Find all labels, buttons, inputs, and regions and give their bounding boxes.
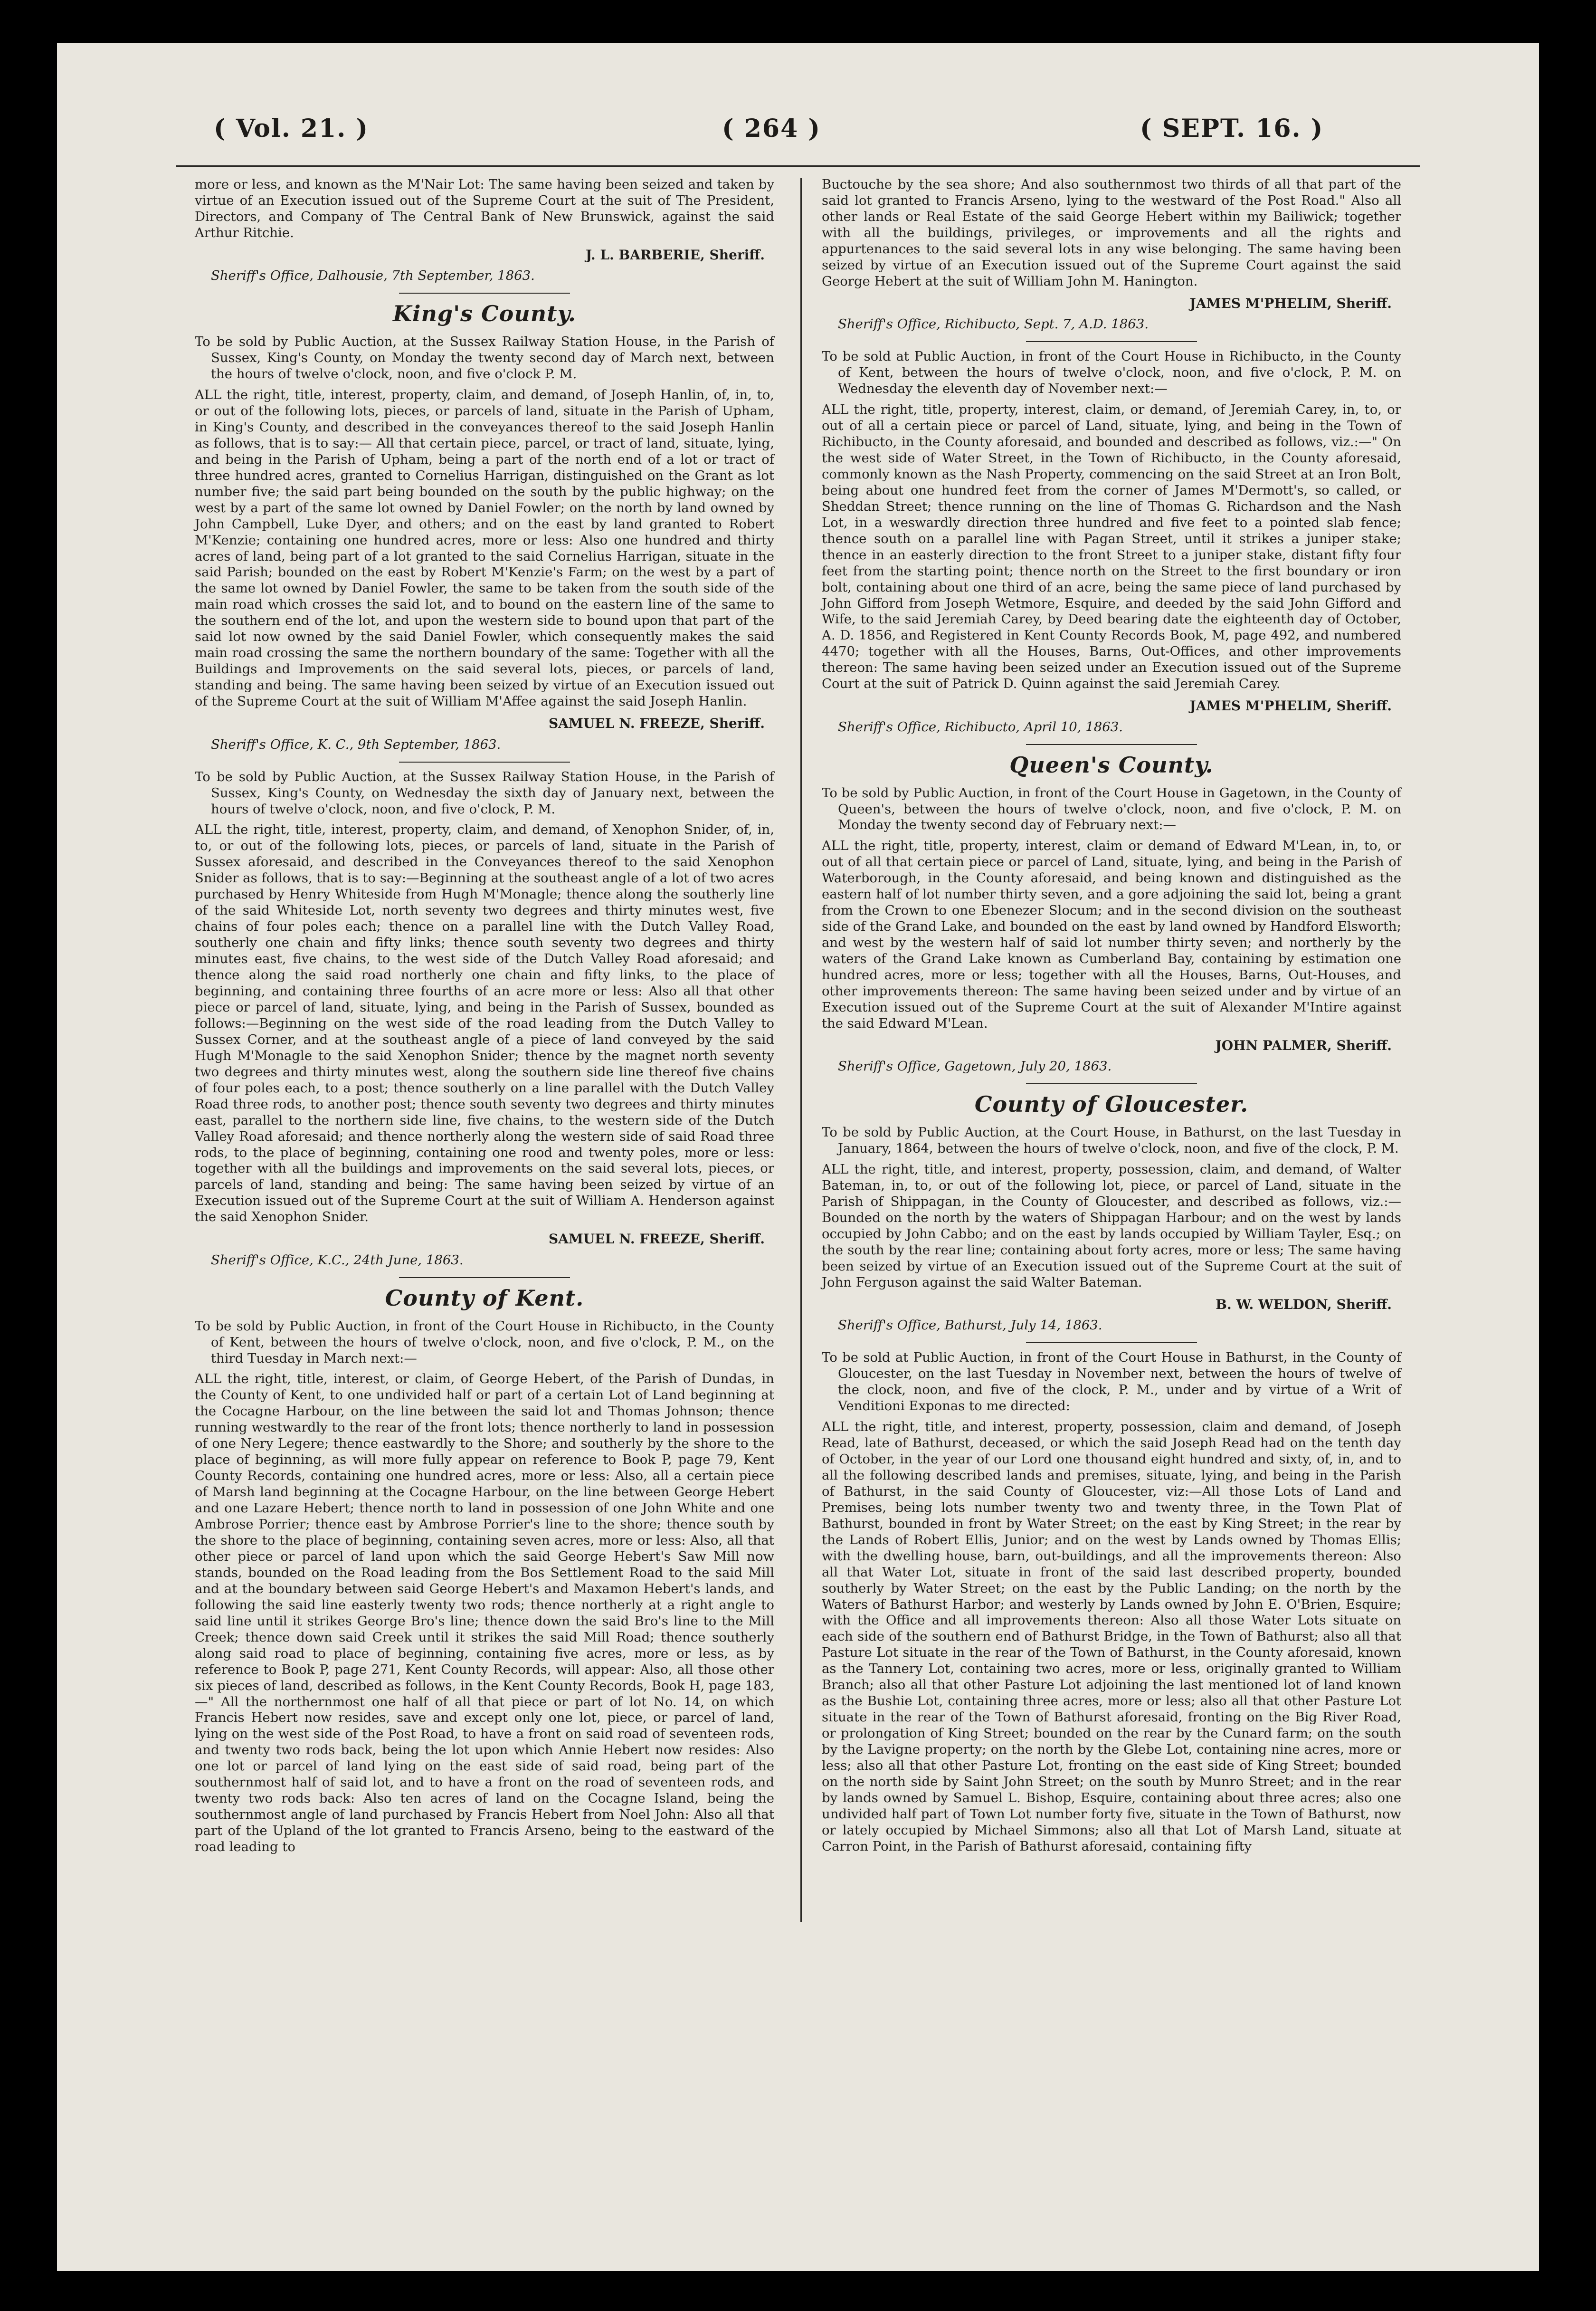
office-dateline: Sheriff's Office, K.C., 24th June, 1863.: [211, 1252, 464, 1268]
notice-intro: To be sold at Public Auction, in front of the Court House in Bathurst, in the County of Gloucester, on the last Tuesday in November next, between the hours of twelve of the clock, noon, and five of the clock, P. M., under and by virtue of a Writ of Venditioni Exponas to me directed:: [822, 1350, 1401, 1414]
left-column: [195, 177, 774, 1861]
header-rule: [176, 165, 1420, 167]
sheriff-signature: B. W. WELDON, Sheriff.: [1216, 1296, 1392, 1312]
newspaper-page: [57, 43, 1539, 2271]
notice-body: ALL the right, title, and interest, property, possession, claim and demand, of Joseph Read, late of Bathurst, deceased, or which the said Joseph Read had on the tenth day of October, in the year of our Lord one thousand eight hundred and sixty, of, in, and to all the following described lands and premises, situate, lying, and being in the Parish of Bathurst, in the said County of Gloucester, viz:—All those Lots of Land and Premises, being lots number twenty two and twenty three, in the Town Plat of Bathurst, bounded in front by Water Street; on the east by King Street; in the rear by the Lands of Robert Ellis, Junior; and on the west by Lands owned by Thomas Ellis; with the dwelling house, barn, out-buildings, and all the improvements thereon: Also all that Water Lot, situate in front of the said last described property, bounded southerly by Water Street; on the east by the Public Landing; on the north by the Waters of Bathurst Harbor; and westerly by Lands owned by John E. O'Brien, Esquire; with the Office and all improvements thereon: Also all those Water Lots situate on each side of the southern end of Bathurst Bridge, in the Town of Bathurst; also all that Pasture Lot situate in the rear of the Town of Bathurst, in the County aforesaid, known as the Tannery Lot, containing two acres, more or less, originally granted to William Branch; also all that other Pasture Lot adjoining the last mentioned lot of land known as the Bushie Lot, containing three acres, more or less; also all that other Pasture Lot situate in the rear of the Town of Bathurst aforesaid, fronting on the Big River Road, or prolongation of King Street; bounded on the rear by the Cunard farm; on the south by the Lavigne property; on the north by the Glebe Lot, containing nine acres, more or less; also all that other Pasture Lot, fronting on the east side of King Street; bounded on the north side by Saint John Street; on the south by Munro Street; and in the rear by lands owned by Samuel L. Bishop, Esquire, containing about three acres; also one undivided half part of Town Lot number forty five, situate in the Town of Bathurst, now or lately occupied by Michael Simmons; also all that Lot of Marsh Land, situate at Carron Point, in the Parish of Bathurst aforesaid, containing fifty: [822, 1419, 1401, 1854]
notice-rule: [399, 762, 570, 763]
sheriff-signature: JAMES M'PHELIM, Sheriff.: [1189, 698, 1392, 714]
section-rule: [1026, 1083, 1197, 1084]
office-dateline: Sheriff's Office, Richibucto, April 10, 1863.: [838, 719, 1123, 735]
column-divider: [800, 178, 802, 1922]
notice-body: ALL the right, title, property, interest, claim or demand of Edward M'Lean, in, to, or out of all that certain piece or parcel of Land, situate, lying, and being in the Parish of Waterborough, in the County aforesaid, and being known and distinguished as the eastern half of lot number thirty seven, and a gore adjoining the said lot, being a grant from the Crown to one Ebenezer Slocum; and in the second division on the southeast side of the Grand Lake, and bounded on the east by land owned by Handford Elsworth; and west by the western half of said lot number thirty seven; and northerly by the waters of the Grand Lake known as Cumberland Bay, containing by estimation one hundred acres, more or less; together with all the Houses, Barns, Out-Houses, and other improvements thereon: The same having been seized under and by virtue of an Execution issued out of the Supreme Court at the suit of Alexander M'Intire against the said Edward M'Lean.: [822, 838, 1401, 1031]
notice-intro: To be sold by Public Auction, in front of the Court House in Gagetown, in the County of Queen's, between the hours of twelve o'clock, noon, and five o'clock, P. M. on Monday the twenty second day of February next:—: [822, 785, 1401, 833]
notice-rule: [1026, 341, 1197, 342]
notice-body: ALL the right, title, and interest, property, possession, claim, and demand, of Walter Bateman, in, to, or out of the following lot, piece, or parcel of Land, situate in the Parish of Shippagan, in the County of Gloucester, and described as follows, viz.:—Bounded on the north by the waters of Shippagan Harbour; and on the west by lands occupied by John Cabbo; and on the east by lands occupied by William Tayler, Esq.; on the south by the rear line; containing about forty acres, more or less; The same having been seized by virtue of an Execution issued out of the Supreme Court at the suit of John Ferguson against the said Walter Bateman.: [822, 1162, 1401, 1290]
notice-rule: [1026, 1342, 1197, 1343]
right-column: [822, 177, 1401, 1861]
office-dateline: Sheriff's Office, Gagetown, July 20, 1863.: [838, 1059, 1112, 1074]
office-dateline: Sheriff's Office, Richibucto, Sept. 7, A.D. 1863.: [838, 316, 1149, 332]
volume-number: ( Vol. 21. ): [214, 114, 369, 143]
notice-body: ALL the right, title, interest, property, claim, and demand, of Joseph Hanlin, of, in, to, or out of the following lots, pieces, or parcels of land, situate in the Parish of Upham, in King's County, and described in the conveyances thereof to the said Joseph Hanlin as follows, that is to say:— All that certain piece, parcel, or tract of land, situate, lying, and being in the Parish of Upham, being a part of the north end of a lot or tract of three hundred acres, granted to Cornelius Harrigan, distinguished on the Grant as lot number five; the said part being bounded on the south by the public highway; on the west by a part of the same lot owned by Daniel Fowler; on the north by land owned by John Campbell, Luke Dyer, and others; and on the east by land granted to Robert M'Kenzie; containing one hundred acres, more or less: Also one hundred and thirty acres of land, being part of a lot granted to the said Cornelius Harrigan, situate in the said Parish; bounded on the east by Robert M'Kenzie's Farm; on the west by a part of the same lot owned by Daniel Fowler, the same to be taken from the south side of the main road which crosses the said lot, and to bound on the eastern line of the same to the southern end of the lot, and upon the western side to bound upon that part of the said lot now owned by the said Daniel Fowler, which consequently makes the said main road crossing the same the northern boundary of the same: Together with all the Buildings and Improvements on the said several lots, pieces, or parcels of land, standing and being. The same having been seized by virtue of an Execution issued out of the Supreme Court at the suit of William M'Affee against the said Joseph Hanlin.: [195, 387, 774, 709]
notice-intro: To be sold by Public Auction, in front of the Court House in Richibucto, in the County of Kent, between the hours of twelve o'clock, noon, and five o'clock, P. M., on the third Tuesday in March next:—: [195, 1318, 774, 1366]
sheriff-signature: JAMES M'PHELIM, Sheriff.: [1189, 295, 1392, 311]
sheriff-signature: JOHN PALMER, Sheriff.: [1215, 1037, 1392, 1053]
issue-date: ( SEPT. 16. ): [1140, 114, 1324, 143]
section-heading-queens-county: Queen's County.: [1009, 752, 1214, 778]
notice-body: Buctouche by the sea shore; And also southernmost two thirds of all that part of the said lot granted to Francis Arseno, lying to the westward of the Post Road." Also all other lands or Real Estate of the said George Hebert within my Bailiwick; together with all the buildings, privileges, or improvements and all the rights and appurtenances to the said several lots in any wise belonging. The same having been seized by virtue of an Execution issued out of the Supreme Court against the said George Hebert at the suit of William John M. Hanington.: [822, 177, 1401, 289]
notice-intro: To be sold by Public Auction, at the Sussex Railway Station House, in the Parish of Sussex, King's County, on Monday the twenty second day of March next, between the hours of twelve o'clock, noon, and five o'clock P. M.: [195, 334, 774, 382]
office-dateline: Sheriff's Office, Dalhousie, 7th September, 1863.: [211, 268, 535, 284]
office-dateline: Sheriff's Office, Bathurst, July 14, 1863.: [838, 1318, 1102, 1333]
notice-intro: To be sold by Public Auction, at the Court House, in Bathurst, on the last Tuesday in January, 1864, between the hours of twelve o'clock, noon, and five of the clock, P. M.: [822, 1125, 1401, 1156]
section-heading-county-of-gloucester: County of Gloucester.: [974, 1091, 1249, 1117]
notice-body: ALL the right, title, interest, property, claim, and demand, of Xenophon Snider, of, in, to, or out of the following lots, pieces, or parcels of land, situate in the Parish of Sussex aforesaid, and described in the Conveyances thereof to the said Xenophon Snider as follows, that is to say:—Beginning at the southeast angle of a lot of two acres purchased by Henry Whiteside from Hugh M'Monagle; thence along the southerly line of the said Whiteside Lot, north seventy two degrees and thirty minutes west, five chains of four poles each; thence on a parallel line with the Dutch Valley Road, southerly one chain and fifty links; thence south seventy two degrees and thirty minutes east, five chains, to the west side of the Dutch Valley Road aforesaid; and thence along the said road northerly one chain and fifty links, to the place of beginning, and containing three fourths of an acre more or less: Also all that other piece or parcel of land, situate, lying, and being in the Parish of Sussex, bounded as follows:—Beginning on the west side of the road leading from the Dutch Valley to Sussex Corner, and at the southeast angle of a piece of land conveyed by the said Hugh M'Monagle to the said Xenophon Snider; thence by the magnet north seventy two degrees and thirty minutes west, along the southern side line thereof five chains of four poles each, to a post; thence southerly on a line parallel with the Dutch Valley Road three rods, to another post; thence south seventy two degrees and thirty minutes east, parallel to the northern side line, five chains, to the western side of the Dutch Valley Road aforesaid; and thence northerly along the western side of said Road three rods, to the place of beginning, containing one rood and twenty poles, more or less: together with all the buildings and improvements on the said several lots, pieces, or parcels of land, standing and being: The same having been seized by virtue of an Execution issued out of the Supreme Court at the suit of William A. Henderson against the said Xenophon Snider.: [195, 822, 774, 1225]
section-rule: [399, 1277, 570, 1278]
section-rule: [1026, 744, 1197, 745]
section-heading-county-of-kent: County of Kent.: [385, 1285, 584, 1311]
notice-body: ALL the right, title, interest, or claim, of George Hebert, of the Parish of Dundas, in the County of Kent, to one undivided half or part of a certain Lot of Land beginning at the Cocagne Harbour, on the line between the said lot and Thomas Johnson; thence running westwardly to the rear of the front lots; thence northerly to land in possession of one Nery Legere; thence eastwardly to the Shore; and southerly by the shore to the place of beginning, as will more fully appear on reference to Book P, page 79, Kent County Records, containing one hundred acres, more or less: Also, all a certain piece of Marsh land beginning at the Cocagne Harbour, on the line between George Hebert and one Lazare Hebert; thence north to land in possession of one John White and one Ambrose Porrier; thence east by Ambrose Porrier's line to the shore; thence south by the shore to the place of beginning, containing seven acres, more or less: Also, all that other piece or parcel of land upon which the said George Hebert's Saw Mill now stands, bounded on the Road leading from the Bos Settlement Road to the said Mill and at the boundary between said George Hebert's and Maxamon Hebert's lands, and following the said line easterly twenty two rods; thence northerly at a right angle to said line until it strikes George Bro's line; thence down the said Bro's line to the Mill Creek; thence down said Creek until it strikes the said Mill Road; thence southerly along said road to place of beginning, containing five acres, more or less, as by reference to Book P, page 271, Kent County Records, will appear: Also, all those other six pieces of land, described as follows, in the Kent County Records, Book H, page 183,—" All the northernmost one half of all that piece or part of lot No. 14, on which Francis Hebert now resides, save and except only one lot, piece, or parcel of land, lying on the west side of the Post Road, to have a front on said road of seventeen rods, and twenty two rods back, being the lot upon which Annie Hebert now resides: Also one lot or parcel of land lying on the east side of said road, being part of the southernmost half of said lot, and to have a front on the road of seventeen rods, and twenty two rods back: Also ten acres of land on the Cocagne Island, being the southernmost angle of land purchased by Francis Hebert from Noel John: Also all that part of the Upland of the lot granted to Francis Arseno, being to the eastward of the road leading to: [195, 1371, 774, 1855]
office-dateline: Sheriff's Office, K. C., 9th September, 1863.: [211, 736, 501, 752]
notice-intro: To be sold at Public Auction, in front of the Court House in Richibucto, in the County of Kent, between the hours of twelve o'clock, noon, and five o'clock, P. M. on Wednesday the eleventh day of November next:—: [822, 349, 1401, 397]
notice-body: more or less, and known as the M'Nair Lot: The same having been seized and taken by virtue of an Execution issued out of the Supreme Court at the suit of The President, Directors, and Company of The Central Bank of New Brunswick, against the said Arthur Ritchie.: [195, 177, 774, 240]
notice-body: ALL the right, title, property, interest, claim, or demand, of Jeremiah Carey, in, to, or out of all a certain piece or parcel of Land, situate, lying, and being in the Town of Richibucto, in the County aforesaid, and bounded and described as follows, viz.:—" On the west side of Water Street, in the Town of Richibucto, in the County aforesaid, commonly known as the Nash Property, commencing on the said Street at an Iron Bolt, being about one hundred feet from the corner of James M'Dermott's, so called, or Sheddan Street; thence running on the line of Thomas G. Richardson and the Nash Lot, in a weswardly direction three hundred and five feet to a pointed slab fence; thence south on a parallel line with Pagan Street, until it strikes a juniper stake; thence in an easterly direction to the front Street to a juniper stake, distant fifty four feet from the starting point; thence north on the Street to the first boundary or iron bolt, containing about one third of an acre, being the same piece of land purchased by John Gifford from Joseph Wetmore, Esquire, and deeded by the said John Gifford and Wife, to the said Jeremiah Carey, by Deed bearing date the eighteenth day of October, A. D. 1856, and Registered in Kent County Records Book, M, page 492, and numbered 4470; together with all the Houses, Barns, Out-Offices, and other improvements thereon: The same having been seized under an Execution issued out of the Supreme Court at the suit of Patrick D. Quinn against the said Jeremiah Carey.: [822, 402, 1401, 692]
notice-intro: To be sold by Public Auction, at the Sussex Railway Station House, in the Parish of Sussex, King's County, on Wednesday the sixth day of January next, between the hours of twelve o'clock, noon, and five o'clock, P. M.: [195, 769, 774, 817]
section-rule: [399, 293, 570, 294]
sheriff-signature: J. L. BARBERIE, Sheriff.: [585, 247, 765, 263]
sheriff-signature: SAMUEL N. FREEZE, Sheriff.: [548, 716, 765, 732]
page-number: ( 264 ): [722, 114, 821, 143]
sheriff-signature: SAMUEL N. FREEZE, Sheriff.: [548, 1231, 765, 1247]
section-heading-kings-county: King's County.: [393, 301, 576, 327]
